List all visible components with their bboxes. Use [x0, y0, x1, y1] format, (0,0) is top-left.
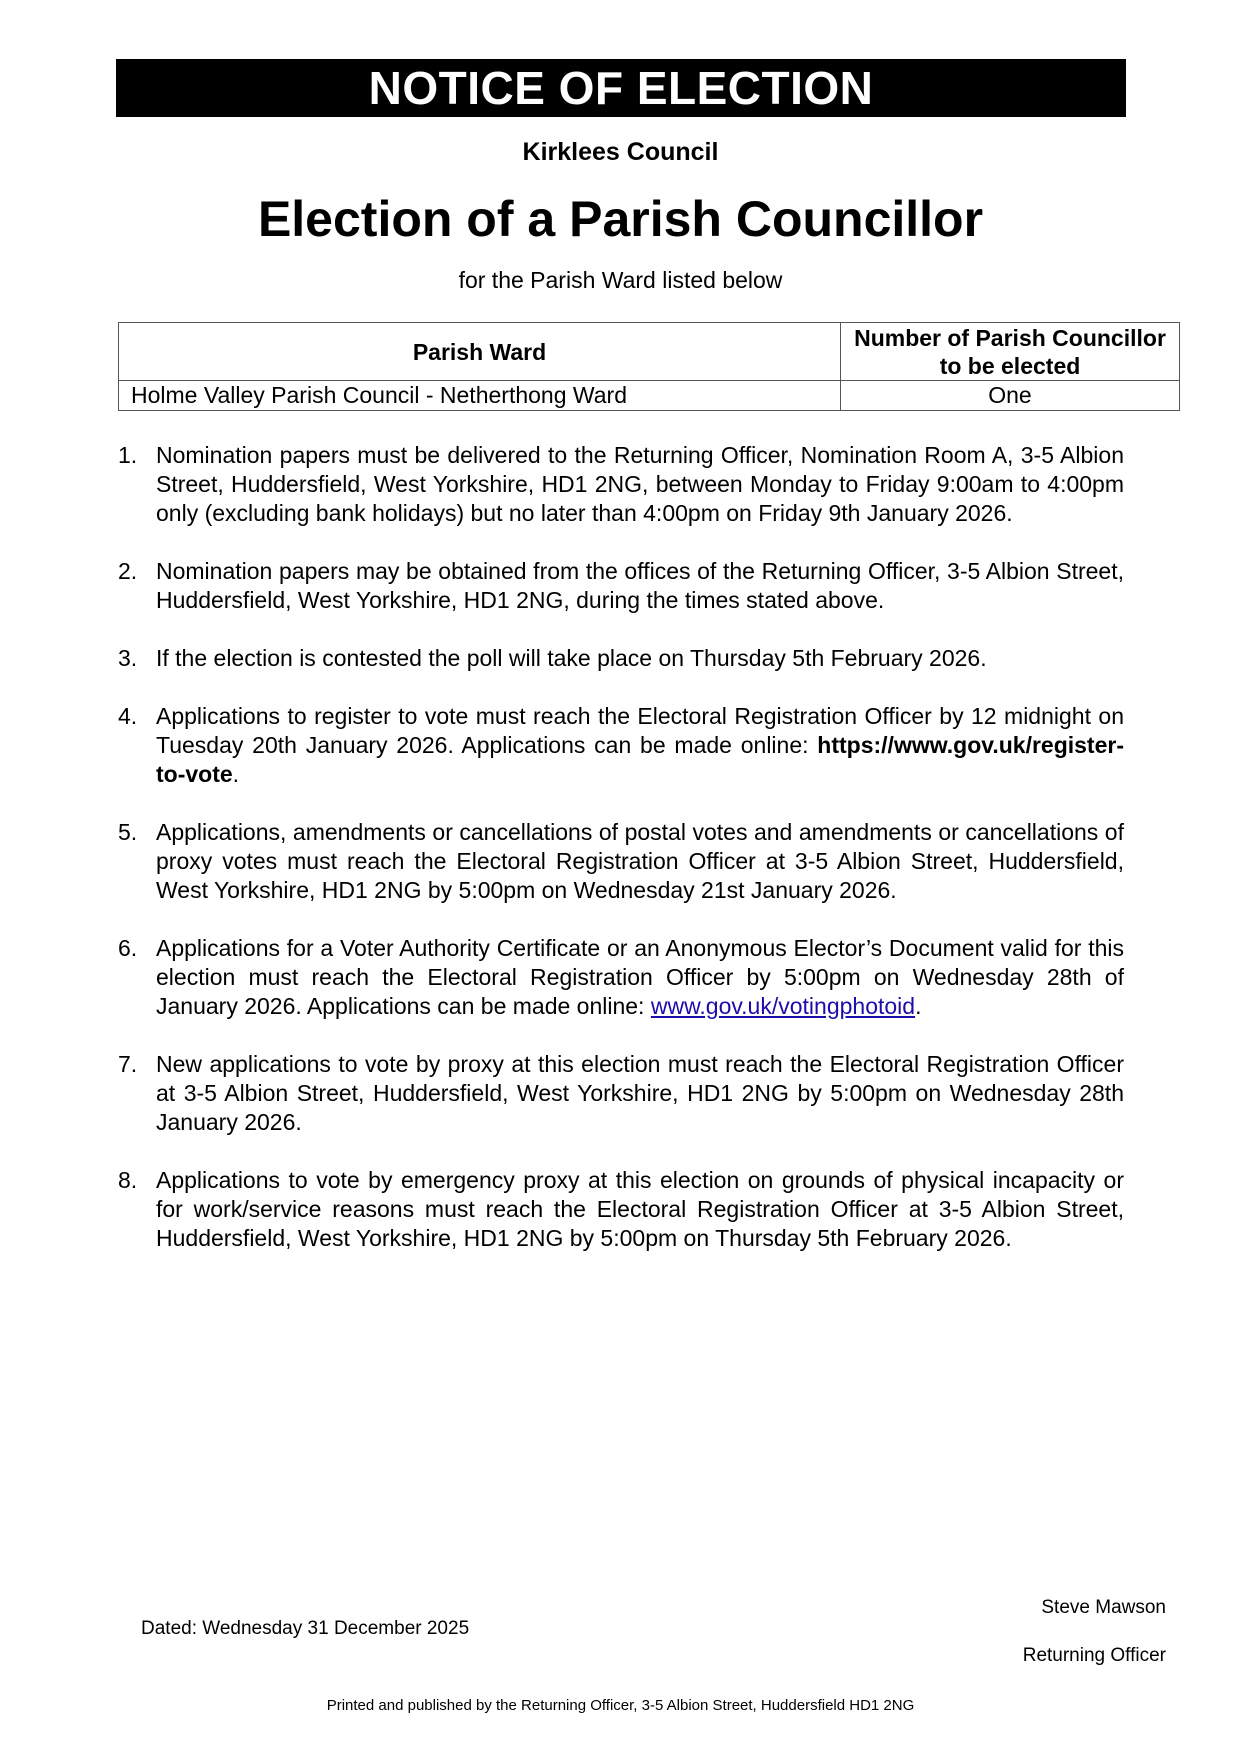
table-header-row	[119, 323, 1180, 381]
item-number: 4.	[118, 703, 138, 729]
list-item	[118, 818, 1124, 905]
item-text: Nomination papers may be obtained from the offices of the Returning Officer, 3-5 Albion Street, Huddersfield, West Yorkshire, HD1 2NG, during the times stated above.	[156, 558, 1124, 613]
signer-role: Returning Officer	[1022, 1645, 1166, 1666]
item-text: Nomination papers must be delivered to the Returning Officer, Nomination Room A, 3-5 Albion Street, Huddersfield, West Yorkshire, HD1 2NG, between Monday to Friday 9:00am to 4:00pm only (excluding bank holidays) but no later than 4:00pm on Friday 9th January 2026.	[156, 442, 1124, 526]
item-text: Applications for a Voter Authority Certificate or an Anonymous Elector’s Document valid for this election must reach the Electoral Registration Officer by 5:00pm on Wednesday 28th of January 2026. Applications can be made online:	[156, 935, 1124, 1019]
list-item	[118, 557, 1124, 615]
item-number: 2.	[118, 558, 138, 584]
item-number: 1.	[118, 442, 138, 468]
imprint-line: Printed and published by the Returning Officer, 3-5 Albion Street, Huddersfield HD1 2NG	[326, 1697, 915, 1714]
item-suffix: .	[915, 993, 922, 1019]
page-subtitle: for the Parish Ward listed below	[458, 267, 783, 293]
list-item	[118, 441, 1124, 528]
voting-photo-id-link[interactable]: www.gov.uk/votingphotoid	[650, 993, 916, 1019]
signer-name: Steve Mawson	[1041, 1597, 1166, 1618]
item-text: New applications to vote by proxy at this election must reach the Electoral Registration Officer at 3-5 Albion Street, Huddersfield, West Yorkshire, HD1 2NG by 5:00pm on Wednesday 28th January 2026.	[156, 1051, 1124, 1135]
notice-banner: NOTICE OF ELECTION	[116, 59, 1126, 117]
ward-number-cell: One	[841, 381, 1180, 411]
parish-ward-table	[118, 322, 1180, 411]
item-number: 7.	[118, 1051, 138, 1077]
item-number: 3.	[118, 645, 138, 671]
ward-name-cell: Holme Valley Parish Council - Netherthong Ward	[119, 381, 841, 411]
list-item	[118, 702, 1124, 789]
item-text: Applications, amendments or cancellations of postal votes and amendments or cancellations of proxy votes must reach the Electoral Registration Officer at 3-5 Albion Street, Huddersfield, West Yorkshire, HD1 2NG by 5:00pm on Wednesday 21st January 2026.	[156, 819, 1124, 903]
list-item	[118, 1166, 1124, 1253]
register-to-vote-link[interactable]: https://www.gov.uk/register-to-vote	[156, 732, 1124, 787]
table-row	[119, 381, 1180, 411]
dated-line: Dated: Wednesday 31 December 2025	[141, 1618, 470, 1639]
header-parish-ward: Parish Ward	[119, 323, 841, 381]
page-title: Election of a Parish Councillor	[257, 191, 984, 247]
notice-items-list	[118, 441, 1124, 1282]
council-name: Kirklees Council	[522, 138, 719, 166]
item-suffix: .	[232, 761, 240, 787]
list-item	[118, 1050, 1124, 1137]
item-number: 6.	[118, 935, 138, 961]
header-number-of-councillors: Number of Parish Councillor to be elected	[841, 323, 1180, 381]
item-number: 8.	[118, 1167, 138, 1193]
item-number: 5.	[118, 819, 138, 845]
item-text: Applications to vote by emergency proxy at this election on grounds of physical incapacity or for work/service reasons must reach the Electoral Registration Officer at 3-5 Albion Street, Huddersfield, West Yorkshire, HD1 2NG by 5:00pm on Thursday 5th February 2026.	[156, 1167, 1124, 1251]
item-text: Applications to register to vote must reach the Electoral Registration Officer by 12 midnight on Tuesday 20th January 2026. Applications can be made online:	[156, 703, 1124, 758]
list-item	[118, 644, 1124, 673]
item-text: If the election is contested the poll will take place on Thursday 5th February 2026.	[156, 645, 987, 671]
list-item	[118, 934, 1124, 1021]
